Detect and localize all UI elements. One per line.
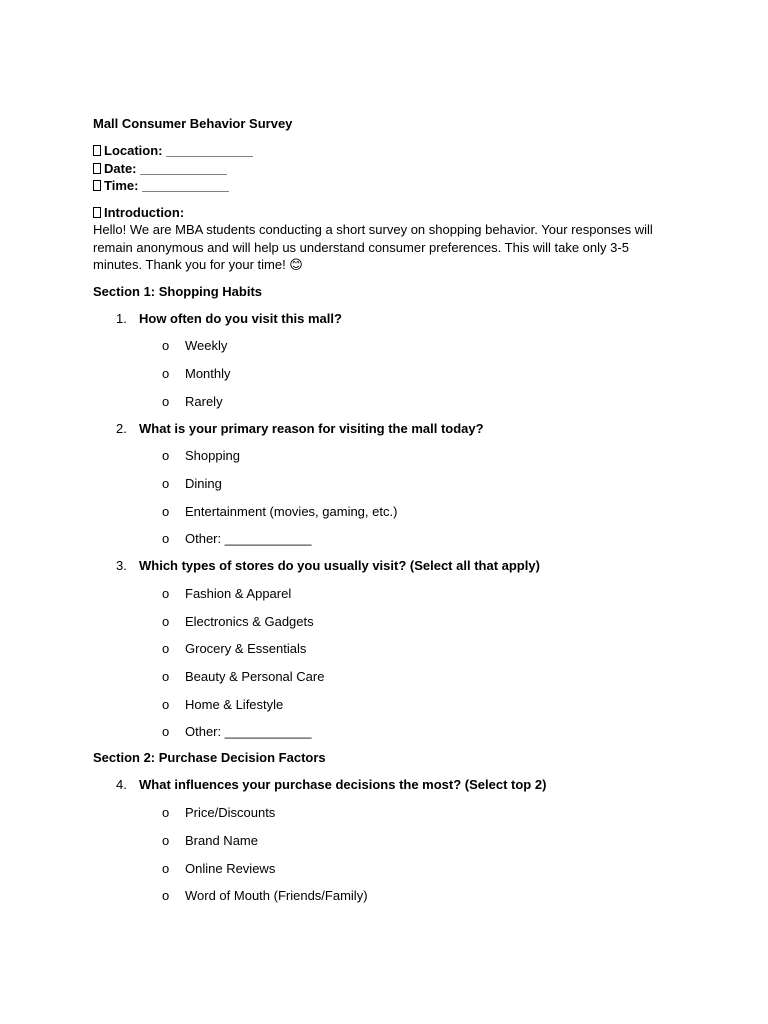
survey-meta [93, 142, 673, 195]
option-label: Rarely [185, 393, 223, 409]
option-item [93, 530, 673, 547]
bullet-icon: o [162, 448, 170, 464]
option-label: Other: ____________ [185, 531, 312, 547]
question [93, 310, 673, 327]
option-item [93, 723, 673, 740]
section-heading: Section 2: Purchase Decision Factors [93, 750, 326, 766]
option-item [93, 503, 673, 520]
option-list [93, 447, 673, 547]
bullet-icon: o [162, 613, 170, 629]
document-page [93, 115, 673, 904]
option-label: Beauty & Personal Care [185, 669, 325, 685]
bullet-icon: o [162, 832, 170, 848]
option-label: Home & Lifestyle [185, 696, 284, 712]
question [93, 420, 673, 437]
meta-date: Date: ____________ [93, 160, 673, 178]
intro-text: Hello! We are MBA students conducting a short survey on shopping behavior. Your responses will remain anonymous and will help us understand consumer preferences. This will take only 3-5 minutes. Thank you for your time! 😊 [93, 222, 653, 272]
option-label: Monthly [185, 365, 231, 381]
option-label: Shopping [185, 448, 240, 464]
option-item [93, 696, 673, 713]
bullet-icon: o [162, 338, 170, 354]
missing-glyph-icon [93, 180, 101, 191]
option-list [93, 585, 673, 740]
bullet-icon: o [162, 860, 170, 876]
option-item [93, 804, 673, 821]
option-label: Grocery & Essentials [185, 641, 307, 657]
option-item [93, 447, 673, 464]
bullet-icon: o [162, 888, 170, 904]
missing-glyph-icon [93, 207, 101, 218]
option-item [93, 860, 673, 877]
option-label: Online Reviews [185, 860, 276, 876]
bullet-icon: o [162, 669, 170, 685]
option-item [93, 887, 673, 904]
bullet-icon: o [162, 641, 170, 657]
question [93, 557, 673, 574]
survey-title: Mall Consumer Behavior Survey [93, 116, 293, 131]
option-item [93, 640, 673, 657]
time-blank: ____________ [142, 178, 229, 193]
option-item [93, 365, 673, 382]
option-label: Electronics & Gadgets [185, 613, 314, 629]
location-blank: ____________ [166, 143, 253, 158]
bullet-icon: o [162, 531, 170, 547]
option-item [93, 585, 673, 602]
survey-sections [93, 283, 673, 905]
bullet-icon: o [162, 365, 170, 381]
option-item [93, 613, 673, 630]
question-text: Which types of stores do you usually visit? (Select all that apply) [139, 558, 540, 574]
question-text: How often do you visit this mall? [139, 310, 342, 326]
option-label: Word of Mouth (Friends/Family) [185, 888, 368, 904]
bullet-icon: o [162, 805, 170, 821]
question-number: 2. [116, 420, 127, 436]
meta-location: Location: ____________ [93, 142, 673, 160]
missing-glyph-icon [93, 145, 101, 156]
option-label: Price/Discounts [185, 805, 276, 821]
bullet-icon: o [162, 503, 170, 519]
question-number: 4. [116, 777, 127, 793]
option-list [93, 804, 673, 904]
option-label: Brand Name [185, 832, 258, 848]
option-label: Entertainment (movies, gaming, etc.) [185, 503, 398, 519]
bullet-icon: o [162, 586, 170, 601]
bullet-icon: o [162, 724, 170, 740]
date-blank: ____________ [140, 160, 227, 176]
option-label: Dining [185, 475, 222, 491]
option-item [93, 668, 673, 685]
question [93, 776, 673, 793]
option-label: Fashion & Apparel [185, 586, 292, 601]
intro-heading: Introduction: [93, 204, 673, 222]
meta-time: Time: ____________ [93, 177, 673, 195]
question-number: 3. [116, 558, 127, 574]
bullet-icon: o [162, 696, 170, 712]
question-number: 1. [116, 310, 127, 326]
missing-glyph-icon [93, 163, 101, 174]
bullet-icon: o [162, 475, 170, 491]
question-text: What influences your purchase decisions the most? (Select top 2) [139, 777, 547, 793]
option-label: Other: ____________ [185, 724, 312, 740]
bullet-icon: o [162, 393, 170, 409]
option-item [93, 393, 673, 410]
question-text: What is your primary reason for visiting the mall today? [139, 420, 484, 436]
option-item [93, 475, 673, 492]
option-item [93, 337, 673, 354]
section-heading: Section 1: Shopping Habits [93, 283, 263, 299]
option-list [93, 337, 673, 409]
option-label: Weekly [185, 338, 228, 354]
option-item [93, 832, 673, 849]
